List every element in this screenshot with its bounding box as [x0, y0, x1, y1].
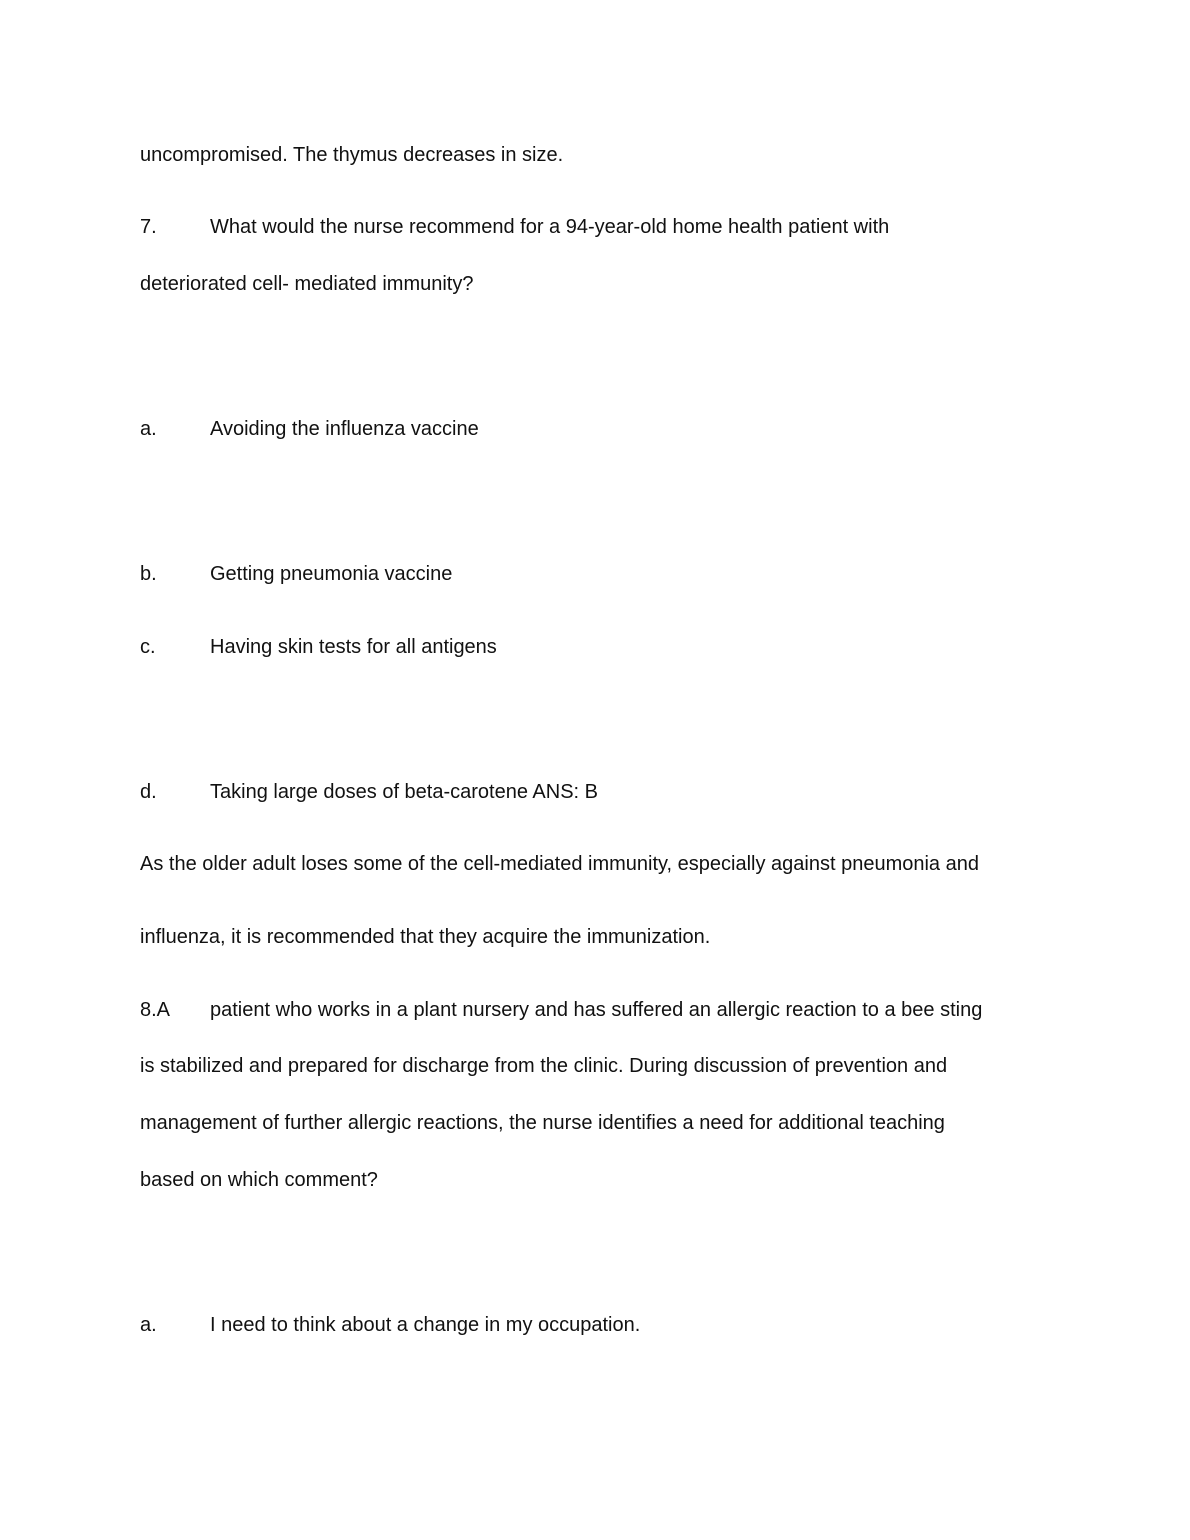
- option-text-d: Taking large doses of beta-carotene ANS: B: [210, 781, 599, 803]
- question-number: 7.: [140, 216, 157, 238]
- question-text-line-3: management of further allergic reactions, the nurse identifies a need for additional teaching: [140, 1112, 945, 1134]
- option-text-a: I need to think about a change in my occupation.: [210, 1314, 641, 1336]
- option-letter-d: d.: [140, 781, 157, 803]
- option-letter-b: b.: [140, 563, 157, 585]
- question-number: 8.A: [140, 999, 171, 1021]
- continuation-text: uncompromised. The thymus decreases in size.: [140, 144, 564, 166]
- option-letter-a: a.: [140, 418, 157, 440]
- question-text-line-1: What would the nurse recommend for a 94-year-old home health patient with: [210, 216, 890, 238]
- option-text-b: Getting pneumonia vaccine: [210, 563, 453, 585]
- option-text-c: Having skin tests for all antigens: [210, 636, 497, 658]
- question-text-line-2: is stabilized and prepared for discharge from the clinic. During discussion of prevention and: [140, 1055, 948, 1077]
- question-text-line-4: based on which comment?: [140, 1169, 378, 1191]
- rationale-line-2: influenza, it is recommended that they acquire the immunization.: [140, 926, 711, 948]
- option-letter-a: a.: [140, 1314, 157, 1336]
- rationale-line-1: As the older adult loses some of the cell-mediated immunity, especially against pneumonia and: [140, 853, 979, 875]
- option-text-a: Avoiding the influenza vaccine: [210, 418, 479, 440]
- question-text-line-1: patient who works in a plant nursery and has suffered an allergic reaction to a bee sting: [210, 999, 983, 1021]
- question-text-line-2: deteriorated cell- mediated immunity?: [140, 273, 474, 295]
- option-letter-c: c.: [140, 636, 156, 658]
